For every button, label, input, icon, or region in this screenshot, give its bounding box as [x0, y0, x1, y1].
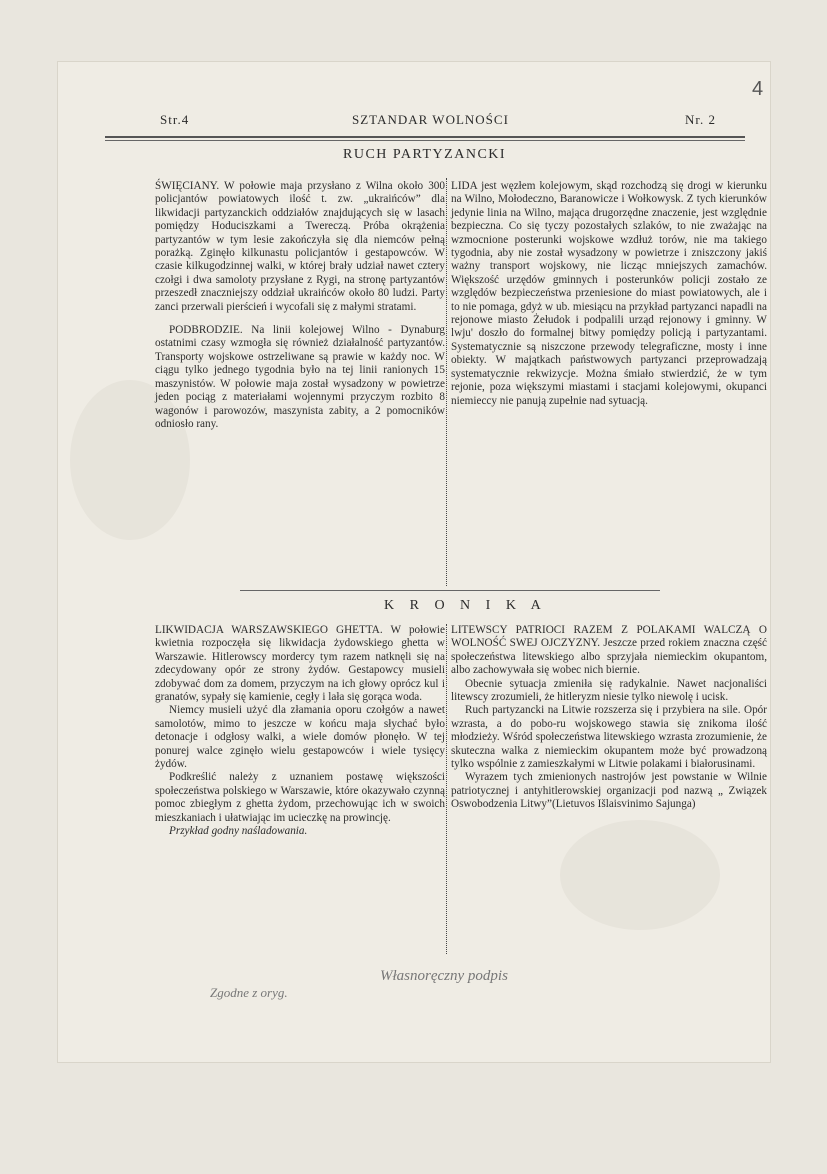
- header-rule: [105, 136, 745, 138]
- article-ghetto-closing: Przykład godny naśladowania.: [169, 825, 308, 838]
- kronika-rule: [240, 590, 660, 591]
- article-ghetto: LIKWIDACJA WARSZAWSKIEGO GHETTA. W połowie kwietnia rozpoczęła się likwidacja żydowskiego ghetta w Warszawie. Hitlerowscy mordercy tym razem natknęli się na zdecydowany opór ze strony żydów. Gestapowcy musieli zdobywać dom za domem, przyczym na ich głowy oprócz kul i granatów, sypały się kamienie, cegły i lała się gorąca woda.: [155, 624, 445, 704]
- handwritten-signature: Własnoręczny podpis: [380, 968, 508, 984]
- section-title: RUCH PARTYZANCKI: [343, 147, 507, 162]
- right-column: [451, 180, 767, 408]
- column-divider: [446, 178, 447, 586]
- kronika-left-column: [155, 624, 445, 839]
- article-lida: LIDA jest węzłem kolejowym, skąd rozchodzą się drogi w kierunku na Wilno, Mołodeczno, Baranowicze i Wołkowysk. Z tych kierunków jedynie linia na Wilno, mająca drugorzędne znaczenie, jest względnie bezpieczna. Co się tyczy pozostałych szlaków, to nie zważając na wzmocnione posterunki wojskowe wzdłuż torów, nie ma takiego tygodnia, aby nie został wysadzony w powietrze i zniszczony jakiś ważny transport wojskowy, nie licząc mniejszych zamachów. Większość urzędów gminnych i posterunków policji zostało ze względów bezpieczeństwa przeniesione do miast powiatowych, ale i to nie pomaga, gdyż w ub. miesiącu na przykład partyzanci napadli na rejonowe miasto Żełudok i podpalili urząd rejonowy i gminny. W lwju' doszło do formalnej bitwy pomiędzy policją i partyzantami. Systematycznie są niszczone przewody telegraficzne, mosty i inne obiekty. W majątkach państwowych partyzanci przeprowadzają systematycznie rekwizycje. Można śmiało stwierdzić, że w tym rejonie, poza większymi miastami i stacjami kolejowymi, okupanci niemieccy nie panują zupełnie nad sytuacją.: [451, 180, 767, 407]
- article-podbrodzie: PODBRODZIE. Na linii kolejowej Wilno - Dynaburg ostatnimi czasy wzmogła się również działalność partyzantów. Transporty wojskowe ostrzeliwane są prawie w każdy noc. W ciągu tylko jednego tygodnia było na tej linii ranionych 15 maszynistów. W połowie maja został wysadzony w powietrze jeden pociąg z materiałami wojennymi przyczym rozbito 8 wagonów i parowozów, maszynista zabity, a 2 pomocników odniosło rany.: [155, 324, 445, 430]
- article-ghetto-p3: Podkreślić należy z uznaniem postawę większości społeczeństwa polskiego w Warszawie, które okazywało czynną pomoc zbiegłym z ghetta żydom, przechowując ich w swoich mieszkaniach i ułatwiając im ucieczkę na prowincję.: [155, 771, 445, 824]
- corner-page-number: 4: [752, 78, 764, 100]
- kronika-right-column: [451, 624, 767, 812]
- page-label: Str.4: [160, 112, 190, 127]
- article-ghetto-p2: Niemcy musieli użyć dla złamania oporu czołgów a nawet samolotów, mimo to jeszcze w końcu maja słychać było detonacje i odgłosy walki, a wiele domów płonęło. W tej ponurej walce zginęło wielu gestapowców i wiele tysięcy żydów.: [155, 704, 445, 771]
- article-litewscy: LITEWSCY PATRIOCI RAZEM Z POLAKAMI WALCZĄ O WOLNOŚĆ SWEJ OJCZYZNY. Jeszcze przed rokiem znaczna część społeczeństwa litewskiego albo sprzyjała niemieckim okupantom, albo zachowywała się wobec nich biernie.: [451, 624, 767, 677]
- article-litewscy-p4: Wyrazem tych zmienionych nastrojów jest powstanie w Wilnie patriotycznej i antyhitlerowskiej organizacji pod nazwą „ Związek Oswobodzenia Litwy”(Lietuvos Išlaisvinimo Sajunga): [451, 771, 767, 811]
- left-column: [155, 180, 445, 431]
- article-swieciany: ŚWIĘCIANY. W połowie maja przysłano z Wilna około 300 policjantów powiatowych ilość t. zw. „ukraińców” dla likwidacji partyzanckich oddziałów znajdujących się w lasach pomiędzy Hoduciszkami a Twereczą. Próba okrążenia partyzantów w tym lesie zakończyła się dla niemców pełną porażką. Zginęło kilkunastu policjantów i gestapowców. W czasie kilkugodzinnej walki, w której brały udział nawet cztery czołgi i dwa samoloty przysłane z Rygi, na stronę partyzantów przeszedł znaczniejszy oddział ukraińców około 80 ludzi. Party zanci przerwali pierścień i wycofali się z małymi stratami.: [155, 180, 445, 313]
- newspaper-title: SZTANDAR WOLNOŚCI: [352, 112, 509, 127]
- article-litewscy-p2: Obecnie sytuacja zmieniła się radykalnie. Nawet nacjonaliści litewscy zrozumieli, że hitleryzm niesie tylko niewolę i ucisk.: [451, 677, 767, 704]
- paper-stain: [560, 820, 720, 930]
- header-rule-thin: [105, 140, 745, 141]
- certification-note: Zgodne z oryg.: [210, 985, 288, 1000]
- kronika-column-divider: [446, 624, 447, 954]
- kronika-title: K R O N I K A: [384, 598, 547, 613]
- page-header: [90, 112, 740, 134]
- issue-number: Nr. 2: [685, 112, 716, 127]
- article-litewscy-p3: Ruch partyzancki na Litwie rozszerza się i przybiera na sile. Opór wzrasta, a do pobo-ru wojskowego stawia się znikoma ilość młodzieży. Wśród społeczeństwa litewskiego wzrasta zrozumienie, że skuteczna walka z niemieckim okupantem może być prowadzoną tylko wspólnie z zamieszkałymi w Litwie polakami i białorusinami.: [451, 704, 767, 771]
